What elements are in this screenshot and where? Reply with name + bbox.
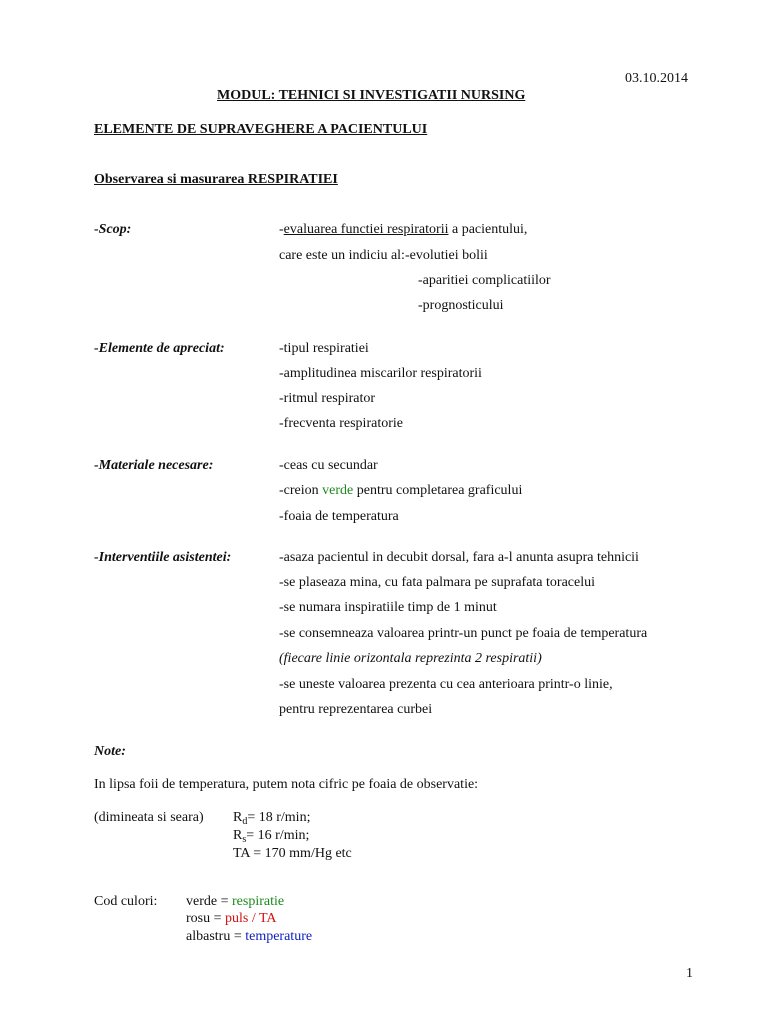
page-number: 1 xyxy=(686,966,693,981)
scop-line-1 xyxy=(279,221,527,238)
interventii-note: (fiecare linie orizontala reprezinta 2 respiratii) xyxy=(279,651,542,666)
elemente-item: -frecventa respiratorie xyxy=(279,416,403,431)
color-code-blue-key: albastru = xyxy=(186,929,246,944)
color-code-green xyxy=(186,893,284,910)
interventii-item: pentru reprezentarea curbei xyxy=(279,702,433,717)
rs-number: = 16 r/min; xyxy=(246,828,310,843)
color-code-green-key: verde = xyxy=(186,894,232,909)
note-text: In lipsa foii de temperatura, putem nota cifric pe foaia de observatie: xyxy=(94,777,479,792)
materiale-item-2 xyxy=(279,482,522,499)
materiale-item-1: -ceas cu secundar xyxy=(279,458,378,473)
elemente-item: -amplitudinea miscarilor respiratorii xyxy=(279,366,482,381)
colors-label: Cod culori: xyxy=(94,894,158,909)
color-code-red xyxy=(186,910,277,927)
interventii-item: -asaza pacientul in decubit dorsal, fara a-l anunta asupra tehnicii xyxy=(279,550,639,565)
scop-line-1-rest: a pacientului, xyxy=(448,222,528,237)
color-code-red-key: rosu = xyxy=(186,911,226,926)
scop-label: -Scop: xyxy=(94,222,132,237)
note-label: Note: xyxy=(94,744,126,759)
rd-subscript: d xyxy=(242,816,248,827)
rd-value xyxy=(233,809,310,826)
interventii-label: -Interventiile asistentei: xyxy=(94,550,232,565)
color-code-green-value: respiratie xyxy=(232,894,285,909)
subsection-title xyxy=(94,171,338,188)
interventii-item: -se uneste valoarea prezenta cu cea anterioara printr-o linie, xyxy=(279,677,613,692)
note-when: (dimineata si seara) xyxy=(94,810,204,825)
rd-letter: R xyxy=(233,810,243,825)
elemente-label: -Elemente de apreciat: xyxy=(94,341,225,356)
rd-number: = 18 r/min; xyxy=(247,810,311,825)
subsection-bold: RESPIRATIEI xyxy=(247,172,338,187)
subsection-prefix: Observarea si masurarea xyxy=(94,172,248,187)
scop-dash: - xyxy=(279,222,284,237)
rs-subscript: s xyxy=(242,834,247,845)
ta-value: TA = 170 mm/Hg etc xyxy=(233,846,352,861)
color-code-blue xyxy=(186,928,312,945)
rs-letter: R xyxy=(233,828,243,843)
materiale-label: -Materiale necesare: xyxy=(94,458,214,473)
materiale-item-2-post: pentru completarea graficului xyxy=(353,483,523,498)
module-title: MODUL: TEHNICI SI INVESTIGATII NURSING xyxy=(217,88,526,103)
document-date: 03.10.2014 xyxy=(625,71,688,86)
scop-line-2: care este un indiciu al:-evolutiei bolii xyxy=(279,248,488,263)
interventii-item: -se numara inspiratiile timp de 1 minut xyxy=(279,600,497,615)
interventii-item: -se consemneaza valoarea printr-un punct pe foaia de temperatura xyxy=(279,626,648,641)
elemente-item: -tipul respiratiei xyxy=(279,341,369,356)
verde-word: verde xyxy=(322,483,354,498)
section-title: ELEMENTE DE SUPRAVEGHERE A PACIENTULUI xyxy=(94,122,428,137)
scop-line-3: -aparitiei complicatiilor xyxy=(418,273,551,288)
scop-underlined-text: evaluarea functiei respiratorii xyxy=(283,222,449,237)
scop-line-4: -prognosticului xyxy=(418,298,504,313)
elemente-item: -ritmul respirator xyxy=(279,391,376,406)
color-code-blue-value: temperature xyxy=(245,929,313,944)
materiale-item-2-pre: -creion xyxy=(279,483,323,498)
rs-value xyxy=(233,827,309,844)
materiale-item-3: -foaia de temperatura xyxy=(279,509,399,524)
interventii-item: -se plaseaza mina, cu fata palmara pe suprafata toracelui xyxy=(279,575,595,590)
color-code-red-value: puls / TA xyxy=(225,911,277,926)
